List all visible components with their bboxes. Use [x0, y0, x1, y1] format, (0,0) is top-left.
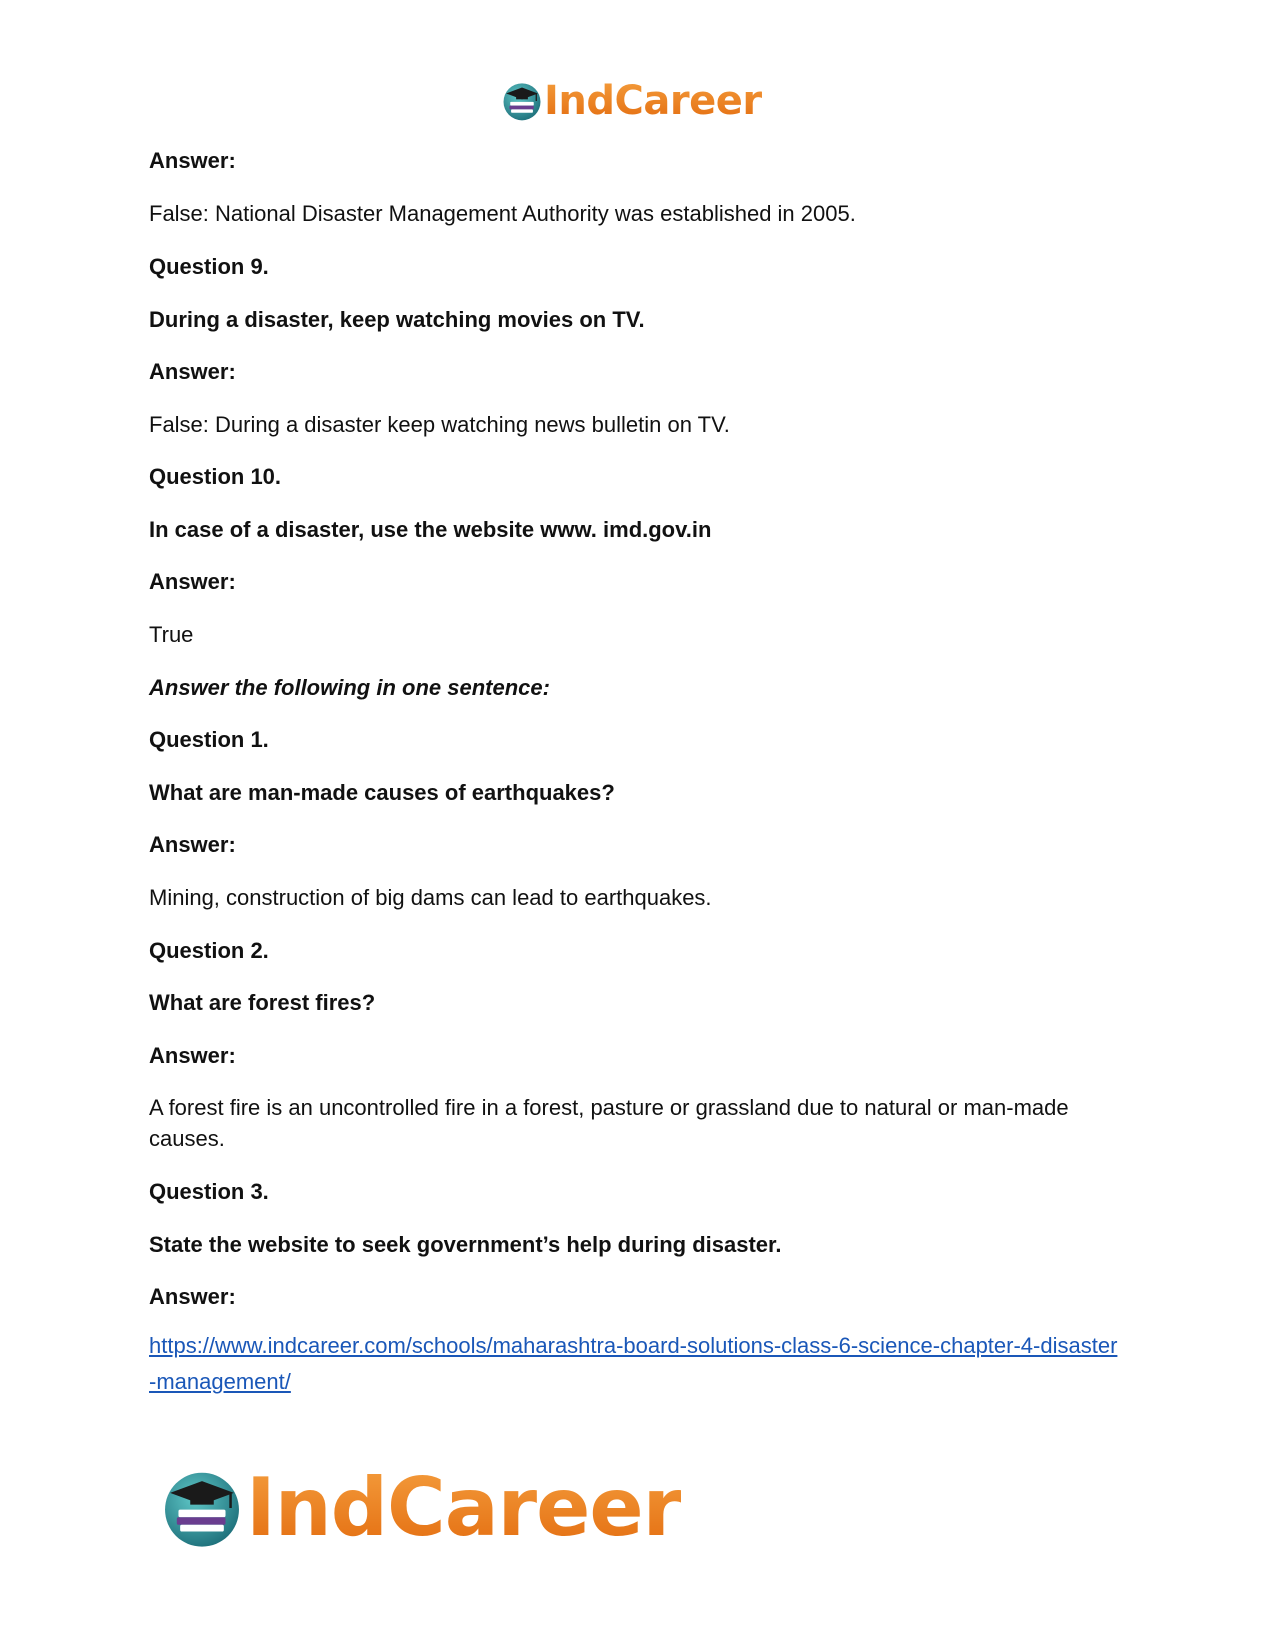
header-logo-text: IndCareer [544, 78, 762, 124]
answer-text: True [149, 622, 194, 647]
section-heading: Answer the following in one sentence: [149, 675, 550, 700]
answer-text: A forest fire is an uncontrolled fire in a forest, pasture or grassland due to natural or man-made causes. [149, 1095, 1069, 1151]
graduation-cap-books-icon [501, 80, 543, 122]
answer-text: Mining, construction of big dams can lead to earthquakes. [149, 885, 712, 910]
question-text: State the website to seek government’s help during disaster. [149, 1232, 782, 1257]
source-url-link[interactable]: https://www.indcareer.com/schools/maharashtra-board-solutions-class-6-science-chapter-4-disaster-management/ [149, 1333, 1118, 1394]
answer-label: Answer: [149, 359, 236, 384]
question-text: What are forest fires? [149, 990, 376, 1015]
answer-label: Answer: [149, 832, 236, 857]
answer-label: Answer: [149, 1284, 236, 1309]
answer-label: Answer: [149, 1043, 236, 1068]
answer-text: False: National Disaster Management Authority was established in 2005. [149, 201, 856, 226]
question-number: Question 10. [149, 464, 282, 489]
question-number: Question 3. [149, 1179, 269, 1204]
answer-label: Answer: [149, 569, 236, 594]
question-text: In case of a disaster, use the website www. imd.gov.in [149, 517, 712, 542]
graduation-cap-books-icon [160, 1466, 244, 1550]
question-text: During a disaster, keep watching movies on TV. [149, 307, 645, 332]
header-logo [501, 78, 762, 124]
footer-logo-text: IndCareer [246, 1461, 682, 1554]
question-number: Question 2. [149, 938, 269, 963]
answer-text: False: During a disaster keep watching news bulletin on TV. [149, 412, 730, 437]
question-text: What are man-made causes of earthquakes? [149, 780, 615, 805]
question-number: Question 1. [149, 727, 269, 752]
footer-logo [160, 1463, 681, 1553]
question-number: Question 9. [149, 254, 269, 279]
answer-label: Answer: [149, 148, 236, 173]
